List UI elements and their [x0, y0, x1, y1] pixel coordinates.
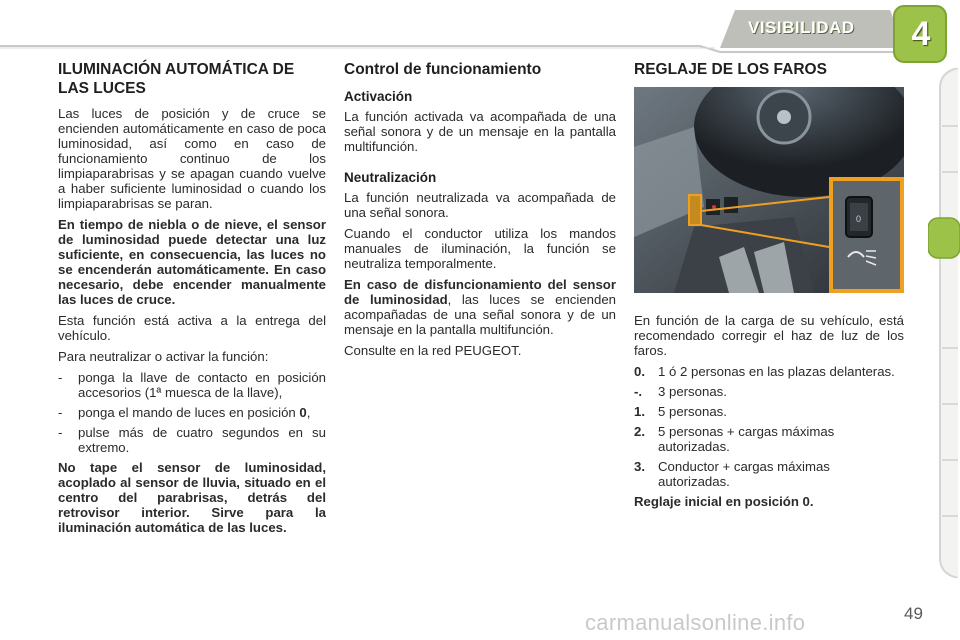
active-at-delivery: Esta función está activa a la entrega del vehículo. — [58, 313, 326, 343]
column-function-check — [344, 60, 616, 364]
neutralization-text: La función neutralizada va acompañada de una señal sonora. — [344, 190, 616, 220]
activation-text: La función activada va acompañada de una señal sonora y de un mensaje en la pantalla multifunción. — [344, 109, 616, 154]
setting-text: 5 personas + cargas máximas autorizadas. — [658, 424, 835, 454]
setting-item — [634, 459, 904, 489]
activation-heading: Activación — [344, 89, 413, 104]
step-marker: - — [58, 425, 63, 440]
column-auto-lighting — [58, 60, 326, 541]
step-marker: - — [58, 370, 63, 385]
setting-text: Conductor + cargas máximas autorizadas. — [658, 459, 830, 489]
setting-key: -. — [634, 384, 643, 399]
manual-override-text: Cuando el conductor utiliza los mandos manuales de iluminación, la función se neutraliza temporalmente. — [344, 226, 616, 271]
step-item — [58, 425, 326, 455]
setting-item — [634, 404, 904, 419]
step-text: ponga el mando de luces en posición 0, — [78, 405, 311, 420]
fog-snow-warning: En tiempo de niebla o de nieve, el sensor de luminosidad puede detectar una luz suficiente, en consecuencia, las luces no se encenderán automáticamente. En caso necesario, debe encender manualmente las luces de cruce. — [58, 217, 326, 307]
setting-key: 3. — [634, 459, 645, 474]
watermark: carmanualsonline.info — [585, 610, 806, 635]
function-check-title: Control de funcionamiento — [344, 61, 542, 78]
step-text: ponga la llave de contacto en posición accesorios (1ª muesca de la llave), — [78, 370, 326, 400]
auto-lighting-intro: Las luces de posición y de cruce se encienden automáticamente en caso de poca luminosidad, así como en caso de funcionamiento continuo de los limpiaparabrisas y se apagan cuando vuelve a haber suficiente luminosidad o cuando los limpiaparabrisas se paran. — [58, 106, 326, 211]
step-marker: - — [58, 405, 63, 420]
chapter-number: 4 — [911, 15, 931, 53]
consult-network: Consulte en la red PEUGEOT. — [344, 343, 522, 358]
setting-item — [634, 424, 904, 454]
initial-setting: Reglaje inicial en posición 0. — [634, 494, 814, 509]
section-title: VISIBILIDAD — [748, 18, 855, 37]
step-item — [58, 405, 326, 420]
svg-text:0: 0 — [856, 214, 862, 224]
setting-key: 0. — [634, 364, 645, 379]
step-item — [58, 370, 326, 400]
headlamp-intro: En función de la carga de su vehículo, está recomendado corregir el haz de luz de los faros. — [634, 313, 904, 358]
auto-lighting-title: ILUMINACIÓN AUTOMÁTICA DE LAS LUCES — [58, 61, 295, 97]
sensor-note: No tape el sensor de luminosidad, acoplado al sensor de lluvia, situado en el centro del parabrisas, detrás del retrovisor interior. Sirve para la iluminación automática de las luces. — [58, 460, 326, 535]
column-headlamp-adjustment — [634, 60, 904, 515]
page-number: 49 — [904, 604, 923, 623]
setting-key: 2. — [634, 424, 645, 439]
chapter-tabs — [928, 68, 960, 578]
dashboard-adjuster-photo — [634, 87, 904, 293]
step-text: pulse más de cuatro segundos en su extremo. — [78, 425, 326, 455]
setting-key: 1. — [634, 404, 645, 419]
setting-item — [634, 364, 904, 379]
malfunction-text: En caso de disfuncionamiento del sensor de luminosidad, las luces se encienden acompañadas de una señal sonora y de un mensaje en la pantalla multifunción. — [344, 277, 616, 337]
setting-text: 1 ó 2 personas en las plazas delanteras. — [658, 364, 895, 379]
neutralization-heading: Neutralización — [344, 170, 437, 185]
toggle-instructions-lead: Para neutralizar o activar la función: — [58, 349, 269, 364]
setting-item — [634, 384, 904, 399]
setting-text: 3 personas. — [658, 384, 727, 399]
setting-text: 5 personas. — [658, 404, 727, 419]
headlamp-adjustment-title: REGLAJE DE LOS FAROS — [634, 61, 827, 78]
